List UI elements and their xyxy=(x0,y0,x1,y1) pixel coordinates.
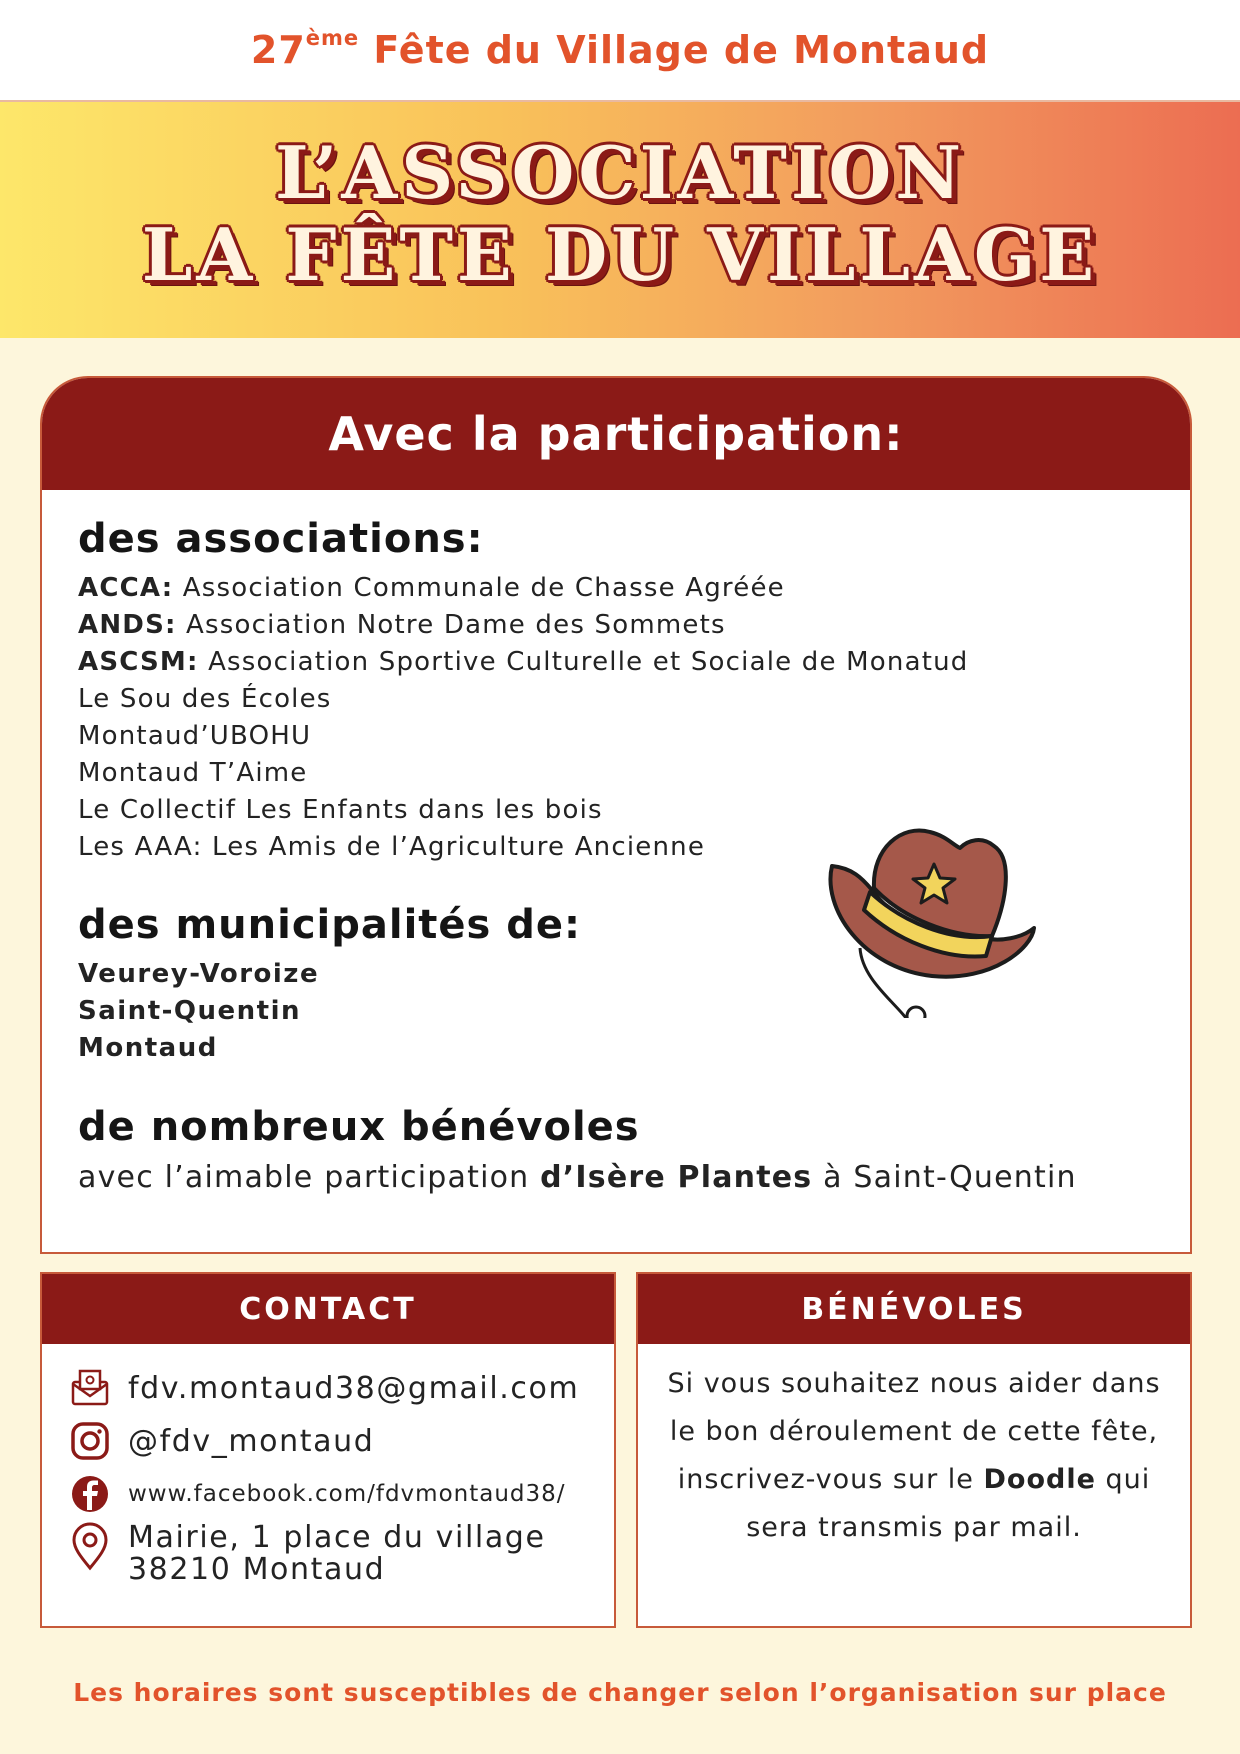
contact-email[interactable] xyxy=(70,1368,579,1408)
email-text[interactable]: fdv.montaud38@gmail.com xyxy=(128,1370,580,1406)
contact-address xyxy=(70,1522,546,1586)
contact-facebook[interactable] xyxy=(70,1474,566,1514)
benevoles-title: BÉNÉVOLES xyxy=(801,1291,1027,1327)
contact-header xyxy=(42,1274,614,1344)
municipalities-section xyxy=(78,902,581,1067)
benevoles-header xyxy=(638,1274,1190,1344)
participation-panel xyxy=(40,376,1192,1254)
association-item: Montaud T’Aime xyxy=(78,758,308,788)
associations-title: des associations: xyxy=(78,516,484,562)
association-item: ACCA: Association Communale de Chasse Agréée xyxy=(78,573,785,603)
volunteers-title: de nombreux bénévoles xyxy=(78,1104,640,1150)
association-item: Le Sou des Écoles xyxy=(78,684,332,714)
association-item: Le Collectif Les Enfants dans les bois xyxy=(78,795,603,825)
address-text xyxy=(128,1522,546,1586)
association-item: ANDS: Association Notre Dame des Sommets xyxy=(78,610,726,640)
banner-line-2: LA FÊTE DU VILLAGE xyxy=(141,212,1099,297)
volunteers-section xyxy=(78,1104,1077,1195)
banner xyxy=(0,102,1240,338)
facebook-text[interactable]: www.facebook.com/fdvmontaud38/ xyxy=(128,1481,566,1507)
event-title-text: Fête du Village de Montaud xyxy=(373,28,990,72)
municipality-item: Veurey-Voroize xyxy=(78,959,320,989)
benevoles-text: Si vous souhaitez nous aider dans le bon déroulement de cette fête, inscrivez-vous sur le Doodle qui sera transmis par mail. xyxy=(667,1368,1161,1543)
instagram-text[interactable]: @fdv_montaud xyxy=(128,1423,375,1459)
thanks-line: avec l’aimable participation d’Isère Plantes à Saint-Quentin xyxy=(78,1160,1077,1195)
instagram-icon xyxy=(70,1421,110,1461)
association-item: Montaud’UBOHU xyxy=(78,721,312,751)
municipality-item: Saint-Quentin xyxy=(78,996,302,1026)
cowboy-hat-icon xyxy=(822,818,1052,1018)
banner-line-1: L’ASSOCIATION xyxy=(274,130,966,215)
participation-header xyxy=(42,378,1190,490)
email-icon xyxy=(70,1368,110,1408)
contact-instagram[interactable] xyxy=(70,1421,374,1461)
doodle-link: Doodle xyxy=(983,1464,1096,1495)
contact-card xyxy=(40,1272,616,1628)
municipality-item: Montaud xyxy=(78,1033,218,1063)
edition-number: 27 xyxy=(250,28,306,72)
association-item: Les AAA: Les Amis de l’Agriculture Ancienne xyxy=(78,832,706,862)
event-title xyxy=(251,28,989,72)
associations-section xyxy=(78,516,969,866)
association-item: ASCSM: Association Sportive Culturelle et Sociale de Monatud xyxy=(78,647,969,677)
participation-heading: Avec la participation: xyxy=(328,407,904,461)
contact-title: CONTACT xyxy=(239,1291,417,1327)
footer-note: Les horaires sont susceptibles de changer selon l’organisation sur place xyxy=(73,1678,1167,1707)
top-bar xyxy=(0,0,1240,102)
benevoles-card xyxy=(636,1272,1192,1628)
address-line-1: Mairie, 1 place du village xyxy=(128,1520,546,1555)
location-pin-icon xyxy=(70,1522,110,1572)
municipalities-list xyxy=(78,956,581,1067)
municipalities-title: des municipalités de: xyxy=(78,902,582,948)
address-line-2: 38210 Montaud xyxy=(128,1552,386,1587)
edition-suffix: ème xyxy=(305,26,360,50)
facebook-icon xyxy=(70,1474,110,1514)
